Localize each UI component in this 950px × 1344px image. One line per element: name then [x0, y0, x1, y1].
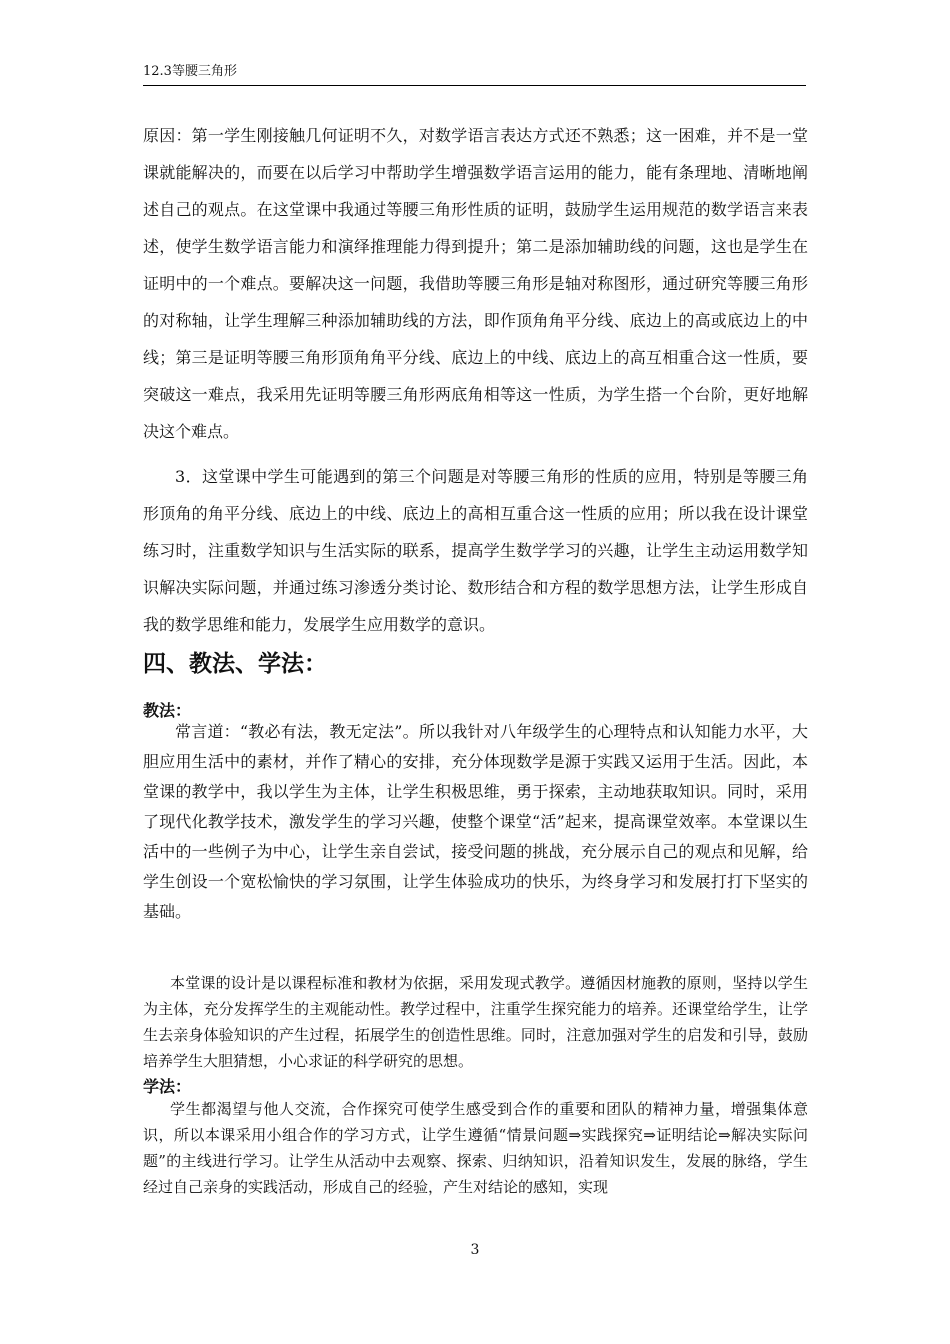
teaching-method-heading: 教法：	[143, 701, 192, 720]
learning-method-paragraph: 学生都渴望与他人交流，合作探究可使学生感受到合作的重要和团队的精神力量，增强集体意识，所以本课采用小组合作的学习方式，让学生遵循“情景问题⇒实践探究⇒证明结论⇒解决实际问题”的主线进行学习。让学生从活动中去观察、探索、归纳知识，沿着知识发生，发展的脉络，学生经过自己亲身的实践活动，形成自己的经验，产生对结论的感知，实现	[143, 1100, 808, 1196]
page-header	[143, 63, 806, 86]
header-title: 12.3等腰三角形	[143, 64, 237, 79]
point3-paragraph: 3．这堂课中学生可能遇到的第三个问题是对等腰三角形的性质的应用，特别是等腰三角形顶角的角平分线、底边上的中线、底边上的高相互重合这一性质的应用；所以我在设计课堂练习时，注重数学知识与生活实际的联系，提高学生数学学习的兴趣，让学生主动运用数学知识解决实际问题，并通过练习渗透分类讨论、数形结合和方程的数学思想方法，让学生形成自我的数学思维和能力，发展学生应用数学的意识。	[143, 467, 808, 634]
page-number: 3	[470, 1242, 480, 1258]
learning-method-heading: 学法：	[143, 1077, 192, 1096]
teaching-method-paragraph-2: 本堂课的设计是以课程标准和教材为依据，采用发现式教学。遵循因材施教的原则，坚持以学生为主体，充分发挥学生的主观能动性。教学过程中，注重学生探究能力的培养。还课堂给学生，让学生去亲身体验知识的产生过程，拓展学生的创造性思维。同时，注意加强对学生的启发和引导，鼓励培养学生大胆猜想，小心求证的科学研究的思想。	[143, 974, 808, 1070]
teaching-method-paragraph-1: 常言道：“教必有法，教无定法”。所以我针对八年级学生的心理特点和认知能力水平，大胆应用生活中的素材，并作了精心的安排，充分体现数学是源于实践又运用于生活。因此，本堂课的教学中，我以学生为主体，让学生积极思维，勇于探索，主动地获取知识。同时，采用了现代化教学技术，激发学生的学习兴趣，使整个课堂“活”起来，提高课堂效率。本堂课以生活中的一些例子为中心，让学生亲自尝试，接受问题的挑战，充分展示自己的观点和见解，给学生创设一个宽松愉快的学习氛围，让学生体验成功的快乐，为终身学习和发展打打下坚实的基础。	[143, 722, 808, 921]
reason-paragraph: 原因：第一学生刚接触几何证明不久，对数学语言表达方式还不熟悉；这一困难，并不是一堂课就能解决的，而要在以后学习中帮助学生增强数学语言运用的能力，能有条理地、清晰地阐述自己的观点。在这堂课中我通过等腰三角形性质的证明，鼓励学生运用规范的数学语言来表述，使学生数学语言能力和演绎推理能力得到提升；第二是添加辅助线的问题，这也是学生在证明中的一个难点。要解决这一问题，我借助等腰三角形是轴对称图形，通过研究等腰三角形的对称轴，让学生理解三种添加辅助线的方法，即作顶角角平分线、底边上的高或底边上的中线；第三是证明等腰三角形顶角角平分线、底边上的中线、底边上的高互相重合这一性质，要突破这一难点，我采用先证明等腰三角形两底角相等这一性质，为学生搭一个台阶，更好地解决这个难点。	[143, 126, 808, 441]
section4-title: 四、教法、学法：	[143, 651, 327, 677]
